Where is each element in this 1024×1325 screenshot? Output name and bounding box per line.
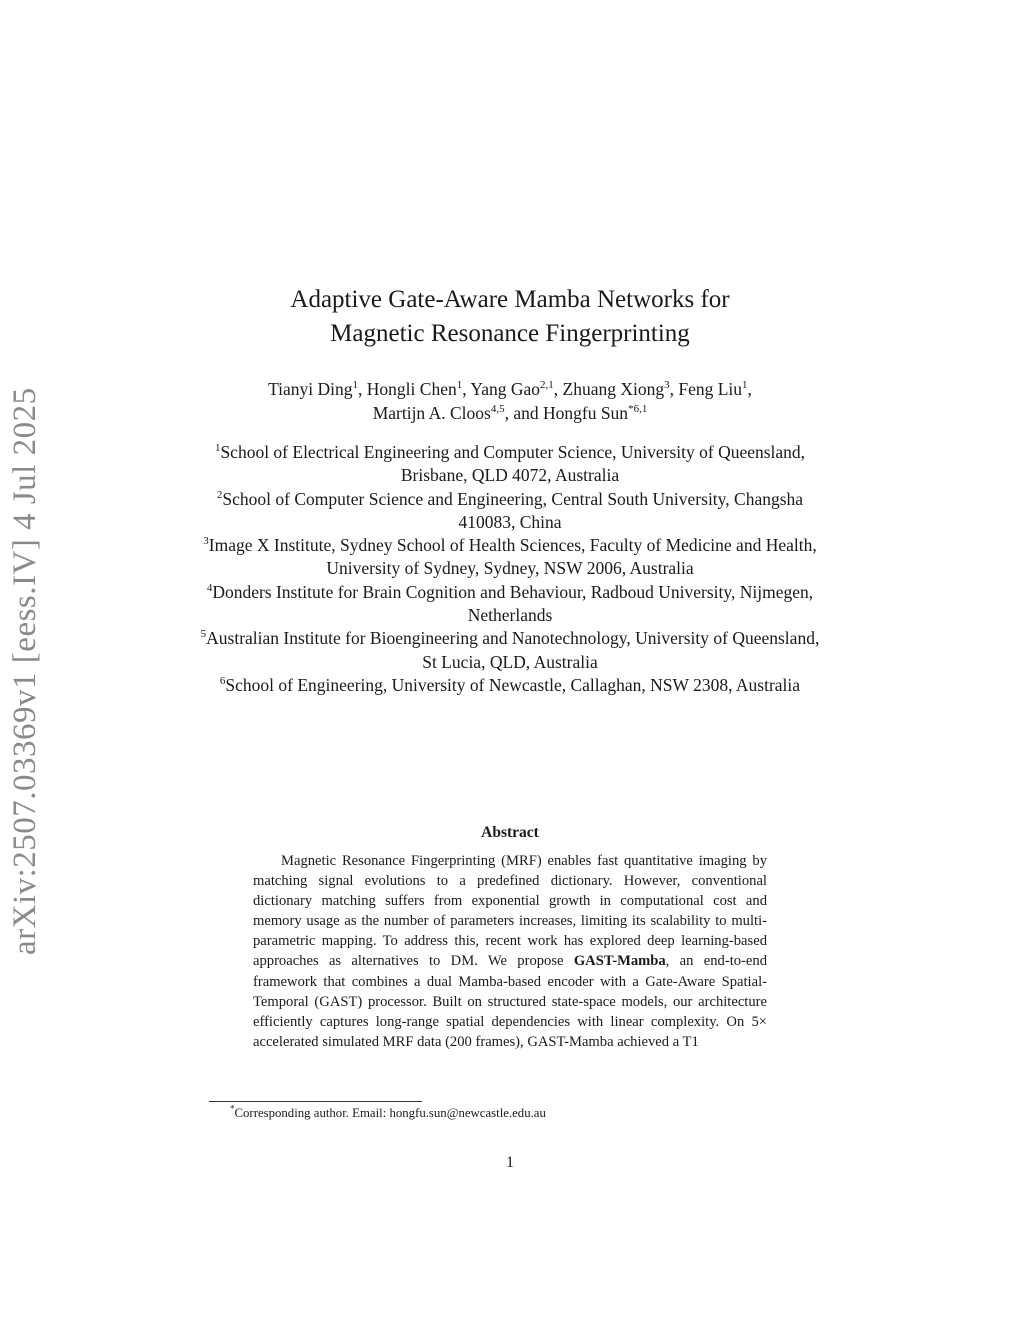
affiliation-list xyxy=(200,441,820,697)
author: Zhuang Xiong$^3$, xyxy=(562,379,679,399)
affiliation-item: $^2$School of Computer Science and Engineering, Central South University, Changsha 410083, China xyxy=(216,488,804,532)
model-name-bold: GAST-Mamba xyxy=(573,953,666,970)
abstract-heading: Abstract xyxy=(481,824,539,841)
arxiv-identifier-stamp: arXiv:2507.03369v1 [eess.IV] 4 Jul 2025 xyxy=(7,387,43,955)
page-number: 1 xyxy=(506,1154,514,1171)
abstract-text: Magnetic Resonance Fingerprinting (MRF) enables fast quantitative imaging by matching signal evolutions to a predefined dictionary. However, conventional dictionary matching suffers from exponential growth in computational cost and memory usage as the number of parameters increases, limiting its scalability to multi-parametric mapping. To address this, recent work has explored deep learning-based approaches as alternatives to DM. We propose GAST-Mamba, an end-to-end framework that combines a dual Mamba-based encoder with a Gate-Aware Spatial-Temporal (GAST) processor. Built on structured state-space models, our architecture efficiently captures long-range spatial dependencies with linear complexity. On 5× accelerated simulated MRF data (200 frames), GAST-Mamba achieved a T1 xyxy=(253,853,767,1050)
author: Yang Gao$^{2,1}$, xyxy=(470,379,563,399)
affiliation-item: $^5$Australian Institute for Bioengineering and Nanotechnology, University of Queensland, St Lucia, QLD, Australia xyxy=(200,628,820,672)
author: Martijn A. Cloos$^{4,5}$, and xyxy=(372,403,543,423)
affiliation-item: $^3$Image X Institute, Sydney School of Health Sciences, Faculty of Medicine and Health, University of Sydney, Sydney, NSW 2006, Australia xyxy=(203,535,817,579)
affiliation-item: $^4$Donders Institute for Brain Cognition and Behaviour, Radboud University, Nijmegen, Netherlands xyxy=(206,581,814,626)
author-list xyxy=(190,377,830,425)
affiliation-item: $^6$School of Engineering, University of Newcastle, Callaghan, NSW 2308, Australia xyxy=(219,674,801,695)
affiliation-item: $^1$School of Electrical Engineering and Computer Science, University of Queensland, Brisbane, QLD 4072, Australia xyxy=(214,442,806,486)
corresponding-author-footnote: *Corresponding author. Email: hongfu.sun@newcastle.edu.au xyxy=(230,1103,546,1120)
footnote-divider xyxy=(209,1101,422,1102)
author: Tianyi Ding$^1$, xyxy=(268,379,367,399)
author: Hongfu Sun$^{*6,1}$ xyxy=(542,403,648,423)
author: Hongli Chen$^1$, xyxy=(366,379,471,399)
paper-title xyxy=(200,283,820,351)
author: Feng Liu$^1$, xyxy=(678,379,752,399)
title-line-1: Adaptive Gate-Aware Mamba Networks for xyxy=(290,286,730,313)
title-line-2: Magnetic Resonance Fingerprinting xyxy=(330,320,690,347)
